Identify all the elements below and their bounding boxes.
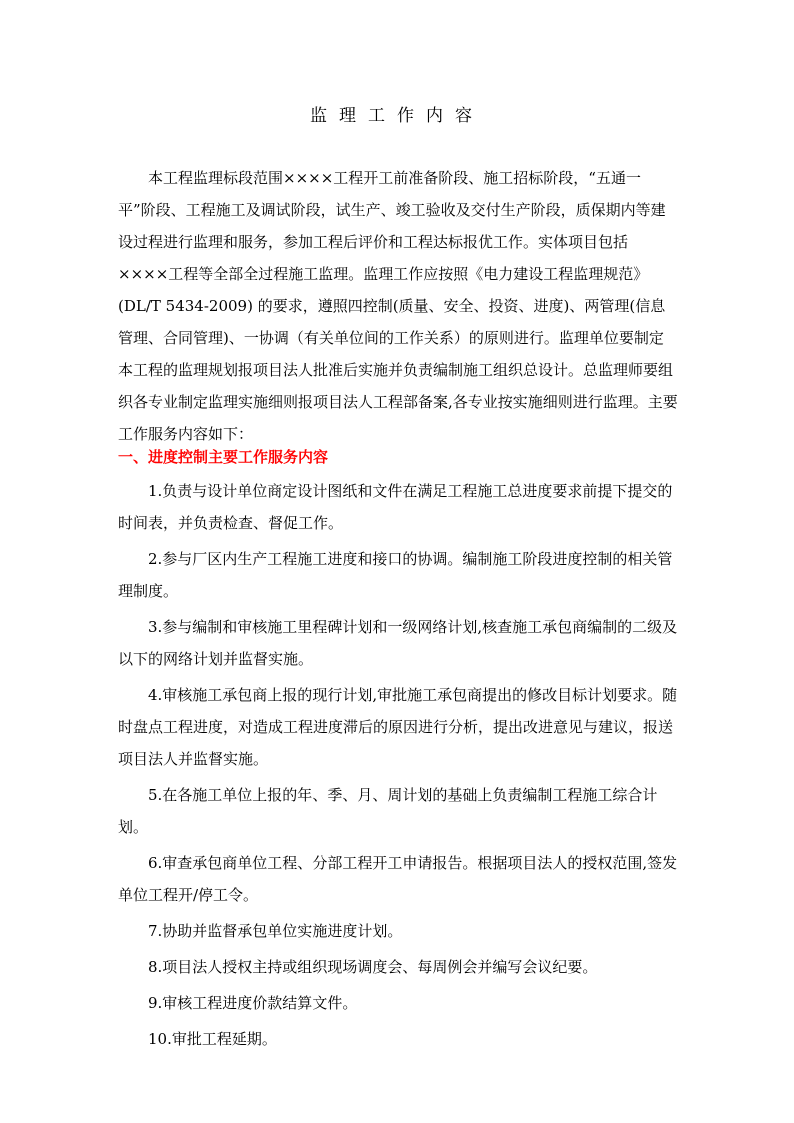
list-item-4: 4.审核施工承包商上报的现行计划,审批施工承包商提出的修改目标计划要求。随时盘点工程进度，对造成工程进度滞后的原因进行分析，提出改进意见与建议，报送项目法人并监督实施。	[118, 686, 678, 768]
page-title: 监理工作内容	[310, 106, 484, 126]
list-item-3: 3.参与编制和审核施工里程碑计划和一级网络计划,核查施工承包商编制的二级及以下的网络计划并监督实施。	[118, 618, 678, 668]
list-item-8: 8.项目法人授权主持或组织现场调度会、每周例会并编写会议纪要。	[148, 958, 598, 976]
section-heading: 一、进度控制主要工作服务内容	[118, 448, 329, 466]
list-item-6: 6.审查承包商单位工程、分部工程开工申请报告。根据项目法人的授权范围,签发单位工程开/停工令。	[118, 854, 678, 904]
list-item-2: 2.参与厂区内生产工程施工进度和接口的协调。编制施工阶段进度控制的相关管理制度。	[118, 550, 673, 600]
item-list	[118, 475, 678, 1059]
list-item-5: 5.在各施工单位上报的年、季、月、周计划的基础上负责编制工程施工综合计划。	[118, 786, 658, 836]
intro-paragraph: 本工程监理标段范围××××工程开工前准备阶段、施工招标阶段，“五通一平”阶段、工程施工及调试阶段，试生产、竣工验收及交付生产阶段，质保期内等建设过程进行监理和服务，参加工程后评价和工程达标报优工作。实体项目包括××××工程等全部全过程施工监理。监理工作应按照《电力建设工程监理规范》(DL/T 5434-2009) 的要求，遵照四控制(质量、安全、投资、进度)、两管理(信息管理、合同管理)、一协调（有关单位间的工作关系）的原则进行。监理单位要制定本工程的监理规划报项目法人批准后实施并负责编制施工组织总设计。总监理师要组织各专业制定监理实施细则报项目法人工程部备案,各专业按实施细则进行监理。主要工作服务内容如下：	[118, 169, 678, 443]
list-item-9: 9.审核工程进度价款结算文件。	[148, 994, 358, 1012]
list-item-1: 1.负责与设计单位商定设计图纸和文件在满足工程施工总进度要求前提下提交的时间表，并负责检查、督促工作。	[118, 482, 673, 532]
list-item-10: 10.审批工程延期。	[148, 1030, 277, 1048]
list-item-7: 7.协助并监督承包单位实施进度计划。	[148, 922, 403, 940]
